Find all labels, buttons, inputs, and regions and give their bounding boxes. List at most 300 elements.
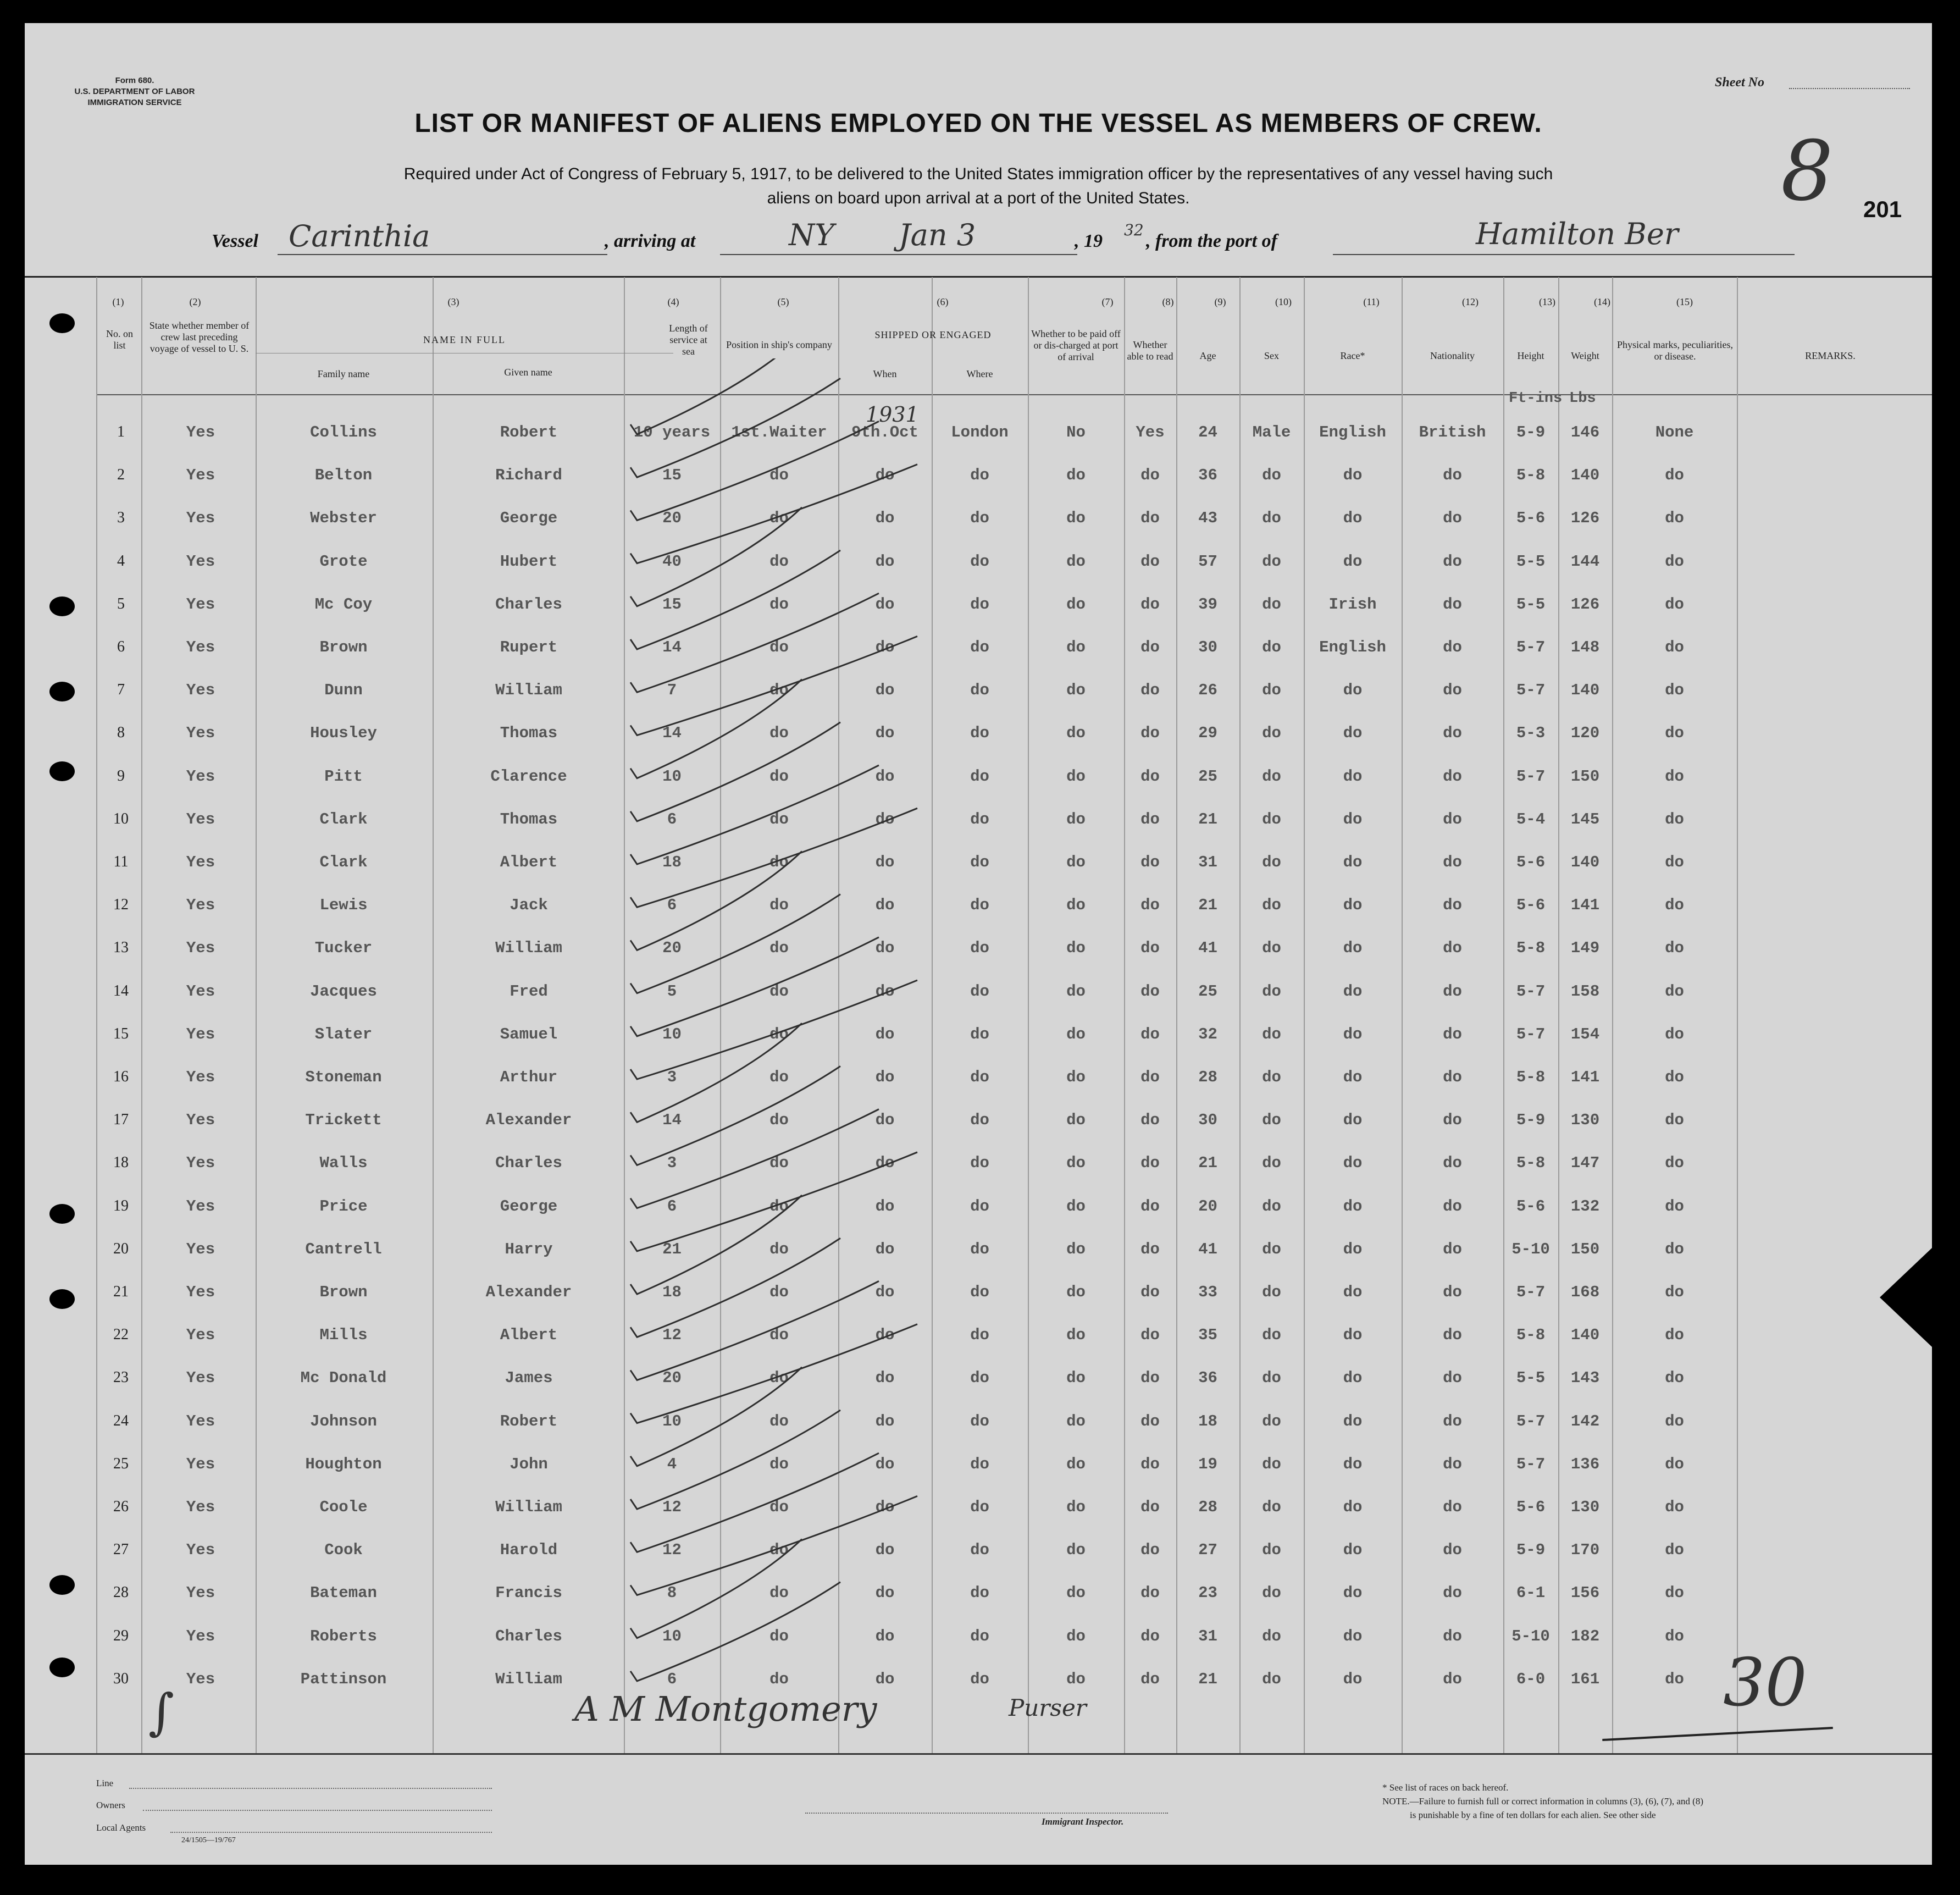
cell-paid-off: do bbox=[1066, 1326, 1086, 1345]
cell-height: 5-6 bbox=[1516, 896, 1546, 915]
cell-physical: do bbox=[1665, 1025, 1684, 1043]
cell-where: do bbox=[970, 1455, 989, 1473]
cell-race: do bbox=[1343, 1670, 1363, 1688]
cell-nationality: do bbox=[1443, 1197, 1462, 1216]
cell-nationality: do bbox=[1443, 1240, 1462, 1258]
cell-race: do bbox=[1343, 1154, 1363, 1173]
cell-length-service: 40 bbox=[662, 552, 682, 571]
punch-hole bbox=[49, 761, 75, 781]
purser-signature: A M Montgomery bbox=[574, 1689, 877, 1729]
cell-able-read: do bbox=[1140, 1670, 1160, 1688]
cell-when: do bbox=[875, 681, 895, 700]
cell-sex: do bbox=[1262, 638, 1281, 656]
cell-weight: 161 bbox=[1570, 1670, 1600, 1688]
punch-hole bbox=[49, 596, 75, 616]
footer-inspector: Immigrant Inspector. bbox=[1042, 1816, 1124, 1827]
header-physical: Physical marks, peculiarities, or disease. bbox=[1617, 339, 1733, 362]
cell-physical: do bbox=[1665, 1412, 1684, 1430]
cell-member: Yes bbox=[186, 638, 215, 656]
cell-able-read: do bbox=[1140, 1111, 1160, 1130]
cell-position: do bbox=[769, 466, 789, 485]
cell-paid-off: do bbox=[1066, 724, 1086, 743]
cell-height: 5-6 bbox=[1516, 1498, 1546, 1516]
cell-length-service: 3 bbox=[667, 1068, 677, 1086]
cell-given-name: John bbox=[510, 1455, 548, 1473]
cell-height: 5-10 bbox=[1511, 1627, 1550, 1645]
cell-age: 24 bbox=[1198, 423, 1217, 441]
cell-length-service: 12 bbox=[662, 1326, 682, 1345]
cell-race: do bbox=[1343, 724, 1363, 743]
header-height: Height bbox=[1517, 350, 1544, 361]
cell-nationality: do bbox=[1443, 1584, 1462, 1603]
cell-sex: do bbox=[1262, 1197, 1281, 1216]
cell-weight: 144 bbox=[1570, 552, 1600, 571]
cell-given-name: Harold bbox=[500, 1541, 558, 1560]
cell-no: 15 bbox=[113, 1025, 129, 1042]
cell-length-service: 3 bbox=[667, 1154, 677, 1173]
cell-position: do bbox=[769, 1326, 789, 1345]
cell-no: 28 bbox=[113, 1584, 129, 1601]
cell-where: do bbox=[970, 638, 989, 656]
cell-no: 7 bbox=[117, 681, 125, 699]
cell-nationality: do bbox=[1443, 1455, 1462, 1473]
col-num-11: (11) bbox=[1363, 296, 1380, 307]
cell-able-read: do bbox=[1140, 939, 1160, 958]
cell-no: 2 bbox=[117, 466, 125, 484]
cell-where: do bbox=[970, 1369, 989, 1388]
cell-family-name: Mills bbox=[319, 1326, 368, 1345]
cell-age: 21 bbox=[1198, 1154, 1217, 1173]
cell-able-read: do bbox=[1140, 724, 1160, 743]
cell-nationality: do bbox=[1443, 982, 1462, 1001]
cell-family-name: Johnson bbox=[310, 1412, 377, 1430]
cell-length-service: 10 bbox=[662, 1412, 682, 1430]
cell-member: Yes bbox=[186, 1068, 215, 1086]
cell-no: 26 bbox=[113, 1498, 129, 1515]
cell-weight: 140 bbox=[1570, 853, 1600, 871]
col-num-13: (13) bbox=[1539, 296, 1555, 307]
cell-where: do bbox=[970, 1197, 989, 1216]
cell-age: 36 bbox=[1198, 466, 1217, 485]
pencil-check-stroke bbox=[630, 358, 802, 434]
cell-sex: do bbox=[1262, 810, 1281, 828]
cell-weight: 149 bbox=[1570, 939, 1600, 958]
cell-no: 20 bbox=[113, 1240, 129, 1257]
footer-form-code: 24/1505—19/767 bbox=[181, 1836, 236, 1844]
pencil-check-stroke bbox=[630, 550, 840, 649]
cell-height: 5-5 bbox=[1516, 595, 1546, 614]
cell-member: Yes bbox=[186, 1455, 215, 1473]
page-title: LIST OR MANIFEST OF ALIENS EMPLOYED ON THE VESSEL AS MEMBERS OF CREW. bbox=[414, 109, 1542, 138]
cell-physical: do bbox=[1665, 1240, 1684, 1258]
col-num-4: (4) bbox=[667, 296, 679, 307]
cell-race: do bbox=[1343, 1240, 1363, 1258]
pencil-check-stroke bbox=[630, 1066, 840, 1165]
cell-paid-off: do bbox=[1066, 1670, 1086, 1688]
cell-height: 5-6 bbox=[1516, 853, 1546, 871]
cell-paid-off: do bbox=[1066, 595, 1086, 614]
pencil-check-stroke bbox=[630, 378, 840, 477]
cell-physical: do bbox=[1665, 1455, 1684, 1473]
cell-physical: do bbox=[1665, 1541, 1684, 1560]
cell-given-name: Robert bbox=[500, 423, 558, 441]
cell-member: Yes bbox=[186, 681, 215, 700]
cell-nationality: do bbox=[1443, 681, 1462, 700]
cell-paid-off: do bbox=[1066, 896, 1086, 915]
cell-race: do bbox=[1343, 1283, 1363, 1301]
cell-member: Yes bbox=[186, 509, 215, 528]
cell-physical: do bbox=[1665, 1283, 1684, 1301]
cell-race: do bbox=[1343, 1111, 1363, 1130]
cell-length-service: 10 bbox=[662, 767, 682, 786]
cell-paid-off: do bbox=[1066, 1498, 1086, 1516]
pencil-check-stroke bbox=[630, 636, 917, 735]
cell-given-name: George bbox=[500, 1197, 558, 1216]
cell-sex: do bbox=[1262, 1584, 1281, 1603]
cell-height: 5-6 bbox=[1516, 509, 1546, 528]
cell-physical: do bbox=[1665, 1627, 1684, 1645]
header-remarks: REMARKS. bbox=[1805, 350, 1856, 361]
cell-weight: 126 bbox=[1570, 595, 1600, 614]
cell-sex: do bbox=[1262, 509, 1281, 528]
cell-height: 5-7 bbox=[1516, 1283, 1546, 1301]
cell-given-name: Samuel bbox=[500, 1025, 558, 1043]
cell-family-name: Mc Coy bbox=[314, 595, 373, 614]
cell-when: do bbox=[875, 1584, 895, 1603]
cell-physical: do bbox=[1665, 810, 1684, 828]
cell-nationality: do bbox=[1443, 1412, 1462, 1430]
cell-member: Yes bbox=[186, 595, 215, 614]
cell-given-name: Robert bbox=[500, 1412, 558, 1430]
cell-member: Yes bbox=[186, 466, 215, 485]
cell-when: do bbox=[875, 509, 895, 528]
cell-where: do bbox=[970, 1025, 989, 1043]
cell-when: do bbox=[875, 595, 895, 614]
pencil-check-stroke bbox=[630, 1582, 840, 1681]
cell-member: Yes bbox=[186, 1283, 215, 1301]
cell-position: do bbox=[769, 1240, 789, 1258]
header-no-on-list: No. on list bbox=[106, 328, 133, 351]
cell-family-name: Tucker bbox=[314, 939, 373, 958]
cell-position: do bbox=[769, 681, 789, 700]
inspector-line bbox=[805, 1813, 1168, 1814]
cell-when: do bbox=[875, 1068, 895, 1086]
cell-length-service: 10 bbox=[662, 1627, 682, 1645]
header-shipped: SHIPPED OR ENGAGED bbox=[874, 329, 992, 340]
cell-when: do bbox=[875, 1627, 895, 1645]
cell-age: 41 bbox=[1198, 1240, 1217, 1258]
footer-line-label: Line bbox=[96, 1778, 114, 1788]
cell-no: 1 bbox=[117, 423, 125, 440]
cell-given-name: Albert bbox=[500, 853, 558, 871]
cell-paid-off: do bbox=[1066, 1197, 1086, 1216]
cell-member: Yes bbox=[186, 853, 215, 871]
cell-when: do bbox=[875, 853, 895, 871]
cell-position: do bbox=[769, 1197, 789, 1216]
cell-physical: do bbox=[1665, 982, 1684, 1001]
cell-age: 43 bbox=[1198, 509, 1217, 528]
cell-no: 21 bbox=[113, 1283, 129, 1300]
cell-height: 5-8 bbox=[1516, 939, 1546, 958]
cell-no: 22 bbox=[113, 1326, 129, 1344]
pencil-check-stroke bbox=[630, 1238, 840, 1337]
cell-where: do bbox=[970, 1283, 989, 1301]
cell-member: Yes bbox=[186, 1197, 215, 1216]
cell-length-service: 14 bbox=[662, 724, 682, 743]
cell-weight: 141 bbox=[1570, 896, 1600, 915]
pencil-check-stroke bbox=[630, 1109, 879, 1208]
cell-nationality: do bbox=[1443, 552, 1462, 571]
cell-no: 27 bbox=[113, 1541, 129, 1559]
cell-age: 21 bbox=[1198, 1670, 1217, 1688]
pencil-check-stroke bbox=[630, 1410, 840, 1509]
cell-age: 26 bbox=[1198, 681, 1217, 700]
year-suffix: 32 bbox=[1124, 221, 1144, 239]
cell-physical: do bbox=[1665, 1670, 1684, 1688]
cell-race: do bbox=[1343, 1627, 1363, 1645]
cell-nationality: do bbox=[1443, 595, 1462, 614]
form-header bbox=[52, 75, 217, 108]
cell-family-name: Walls bbox=[319, 1154, 368, 1173]
cell-able-read: do bbox=[1140, 1068, 1160, 1086]
cell-physical: do bbox=[1665, 681, 1684, 700]
from-underline bbox=[1333, 254, 1795, 255]
pencil-check-stroke bbox=[630, 722, 840, 821]
cell-no: 4 bbox=[117, 552, 125, 570]
cell-nationality: do bbox=[1443, 1283, 1462, 1301]
cell-no: 18 bbox=[113, 1154, 129, 1172]
cell-age: 36 bbox=[1198, 1369, 1217, 1388]
form-number: Form 680. bbox=[115, 76, 154, 85]
cell-length-service: 6 bbox=[667, 1670, 677, 1688]
from-label: , from the port of bbox=[1146, 231, 1277, 251]
cell-where: do bbox=[970, 509, 989, 528]
cell-height: 5-5 bbox=[1516, 1369, 1546, 1388]
cell-given-name: William bbox=[495, 1498, 562, 1516]
cell-paid-off: do bbox=[1066, 767, 1086, 786]
col-line bbox=[1737, 277, 1738, 1753]
cell-position: do bbox=[769, 1369, 789, 1388]
table-bottom-border bbox=[25, 1753, 1932, 1755]
col-line bbox=[96, 277, 97, 1753]
cell-position: do bbox=[769, 638, 789, 656]
cell-sex: do bbox=[1262, 552, 1281, 571]
cell-race: do bbox=[1343, 1498, 1363, 1516]
cell-able-read: do bbox=[1140, 509, 1160, 528]
edge-notch bbox=[1880, 1248, 1932, 1347]
cell-position: do bbox=[769, 896, 789, 915]
cell-paid-off: do bbox=[1066, 509, 1086, 528]
cell-age: 57 bbox=[1198, 552, 1217, 571]
vessel-underline bbox=[278, 254, 607, 255]
col-num-9: (9) bbox=[1214, 296, 1226, 307]
cell-no: 14 bbox=[113, 982, 129, 999]
pencil-check-stroke bbox=[630, 1324, 917, 1423]
cell-race: do bbox=[1343, 767, 1363, 786]
cell-nationality: do bbox=[1443, 1369, 1462, 1388]
cell-family-name: Pitt bbox=[324, 767, 363, 786]
cell-no: 30 bbox=[113, 1670, 129, 1687]
cell-length-service: 5 bbox=[667, 982, 677, 1001]
cell-member: Yes bbox=[186, 1670, 215, 1688]
cell-able-read: do bbox=[1140, 1283, 1160, 1301]
cell-physical: do bbox=[1665, 1154, 1684, 1173]
pencil-check-strokes bbox=[618, 358, 1058, 1733]
cell-age: 28 bbox=[1198, 1498, 1217, 1516]
cell-family-name: Cook bbox=[324, 1541, 363, 1560]
col-line bbox=[1612, 277, 1613, 1753]
cell-no: 29 bbox=[113, 1627, 129, 1644]
header-name-in-full: NAME IN FULL bbox=[423, 334, 506, 345]
purser-title: Purser bbox=[1009, 1694, 1087, 1721]
header-position: Position in ship's company bbox=[726, 339, 832, 350]
pencil-check-stroke bbox=[630, 808, 917, 907]
cell-member: Yes bbox=[186, 1240, 215, 1258]
cell-member: Yes bbox=[186, 1498, 215, 1516]
cell-paid-off: do bbox=[1066, 1455, 1086, 1473]
cell-age: 25 bbox=[1198, 982, 1217, 1001]
cell-where: do bbox=[970, 724, 989, 743]
cell-position: do bbox=[769, 939, 789, 958]
cell-no: 16 bbox=[113, 1068, 129, 1085]
cell-paid-off: do bbox=[1066, 1111, 1086, 1130]
pencil-check-stroke bbox=[630, 1453, 879, 1552]
cell-height: 5-9 bbox=[1516, 1541, 1546, 1560]
cell-race: do bbox=[1343, 552, 1363, 571]
cell-given-name: Clarence bbox=[490, 767, 567, 786]
cell-length-service: 12 bbox=[662, 1541, 682, 1560]
cell-height: 5-7 bbox=[1516, 982, 1546, 1001]
cell-member: Yes bbox=[186, 982, 215, 1001]
cell-able-read: do bbox=[1140, 853, 1160, 871]
cell-race: Irish bbox=[1328, 595, 1377, 614]
pencil-check-stroke bbox=[630, 937, 879, 1036]
cell-family-name: Belton bbox=[314, 466, 373, 485]
cell-sex: do bbox=[1262, 1627, 1281, 1645]
cell-given-name: Jack bbox=[510, 896, 548, 915]
pencil-check-stroke bbox=[630, 1496, 917, 1595]
cell-given-name: Alexander bbox=[485, 1283, 572, 1301]
col-line bbox=[141, 277, 142, 1753]
cell-nationality: do bbox=[1443, 853, 1462, 871]
cell-family-name: Cantrell bbox=[305, 1240, 382, 1258]
cell-age: 29 bbox=[1198, 724, 1217, 743]
cell-weight: 126 bbox=[1570, 509, 1600, 528]
cell-where: do bbox=[970, 810, 989, 828]
cell-able-read: Yes bbox=[1136, 423, 1165, 441]
requirement-line-2: aliens on board upon arrival at a port of the United States. bbox=[767, 189, 1190, 207]
cell-length-service: 7 bbox=[667, 681, 677, 700]
cell-able-read: do bbox=[1140, 595, 1160, 614]
cell-age: 21 bbox=[1198, 896, 1217, 915]
col-num-2: (2) bbox=[189, 296, 201, 307]
cell-able-read: do bbox=[1140, 466, 1160, 485]
cell-paid-off: do bbox=[1066, 810, 1086, 828]
cell-physical: do bbox=[1665, 509, 1684, 528]
cell-weight: 141 bbox=[1570, 1068, 1600, 1086]
col-line bbox=[1402, 277, 1403, 1753]
cell-able-read: do bbox=[1140, 1197, 1160, 1216]
cell-when: do bbox=[875, 638, 895, 656]
cell-height: 5-4 bbox=[1516, 810, 1546, 828]
pencil-check-stroke bbox=[630, 1281, 879, 1380]
cell-weight: 154 bbox=[1570, 1025, 1600, 1043]
cell-position: do bbox=[769, 595, 789, 614]
cell-height: 5-8 bbox=[1516, 1326, 1546, 1345]
cell-age: 31 bbox=[1198, 853, 1217, 871]
col-line bbox=[1558, 277, 1559, 1753]
cell-sex: do bbox=[1262, 1455, 1281, 1473]
cell-nationality: British bbox=[1419, 423, 1486, 441]
cell-sex: do bbox=[1262, 982, 1281, 1001]
cell-physical: do bbox=[1665, 1326, 1684, 1345]
cell-position: do bbox=[769, 853, 789, 871]
cell-member: Yes bbox=[186, 724, 215, 743]
cell-when: do bbox=[875, 1541, 895, 1560]
cell-position: do bbox=[769, 810, 789, 828]
cell-weight: 146 bbox=[1570, 423, 1600, 441]
cell-member: Yes bbox=[186, 1412, 215, 1430]
cell-age: 23 bbox=[1198, 1584, 1217, 1603]
vessel-label: Vessel bbox=[212, 231, 258, 251]
cell-race: do bbox=[1343, 896, 1363, 915]
cell-height: 5-8 bbox=[1516, 466, 1546, 485]
cell-where: do bbox=[970, 1627, 989, 1645]
cell-weight: 132 bbox=[1570, 1197, 1600, 1216]
cell-given-name: Thomas bbox=[500, 724, 558, 743]
cell-nationality: do bbox=[1443, 896, 1462, 915]
cell-physical: do bbox=[1665, 595, 1684, 614]
cell-height: 5-9 bbox=[1516, 1111, 1546, 1130]
cell-paid-off: do bbox=[1066, 1412, 1086, 1430]
cell-family-name: Pattinson bbox=[300, 1670, 387, 1688]
cell-height: 5-5 bbox=[1516, 552, 1546, 571]
cell-where: do bbox=[970, 939, 989, 958]
cell-member: Yes bbox=[186, 1627, 215, 1645]
cell-race: do bbox=[1343, 1326, 1363, 1345]
cell-able-read: do bbox=[1140, 1154, 1160, 1173]
cell-length-service: 8 bbox=[667, 1584, 677, 1603]
cell-when: do bbox=[875, 1154, 895, 1173]
cell-height: 5-8 bbox=[1516, 1068, 1546, 1086]
cell-paid-off: do bbox=[1066, 1369, 1086, 1388]
pencil-check-stroke bbox=[630, 1152, 917, 1251]
cell-no: 3 bbox=[117, 509, 125, 527]
header-nationality: Nationality bbox=[1430, 350, 1475, 361]
arriving-label: , arriving at bbox=[605, 231, 696, 251]
header-family-name: Family name bbox=[317, 368, 370, 379]
cell-family-name: Trickett bbox=[305, 1111, 382, 1130]
cell-race: do bbox=[1343, 1541, 1363, 1560]
cell-paid-off: do bbox=[1066, 1154, 1086, 1173]
cell-age: 21 bbox=[1198, 810, 1217, 828]
cell-race: do bbox=[1343, 681, 1363, 700]
header-given-name: Given name bbox=[504, 367, 552, 378]
cell-length-service: 15 bbox=[662, 595, 682, 614]
cell-no: 25 bbox=[113, 1455, 129, 1472]
cell-no: 24 bbox=[113, 1412, 129, 1429]
cell-able-read: do bbox=[1140, 1240, 1160, 1258]
col-line bbox=[1304, 277, 1305, 1753]
cell-length-service: 6 bbox=[667, 1197, 677, 1216]
cell-sex: do bbox=[1262, 1326, 1281, 1345]
cell-physical: do bbox=[1665, 1068, 1684, 1086]
cell-given-name: Albert bbox=[500, 1326, 558, 1345]
footer-line-dots bbox=[129, 1788, 492, 1789]
cell-able-read: do bbox=[1140, 982, 1160, 1001]
footer-note-line-1: NOTE.—Failure to furnish full or correct information in columns (3), (6), (7), and (8) bbox=[1382, 1796, 1703, 1806]
cell-physical: do bbox=[1665, 1584, 1684, 1603]
